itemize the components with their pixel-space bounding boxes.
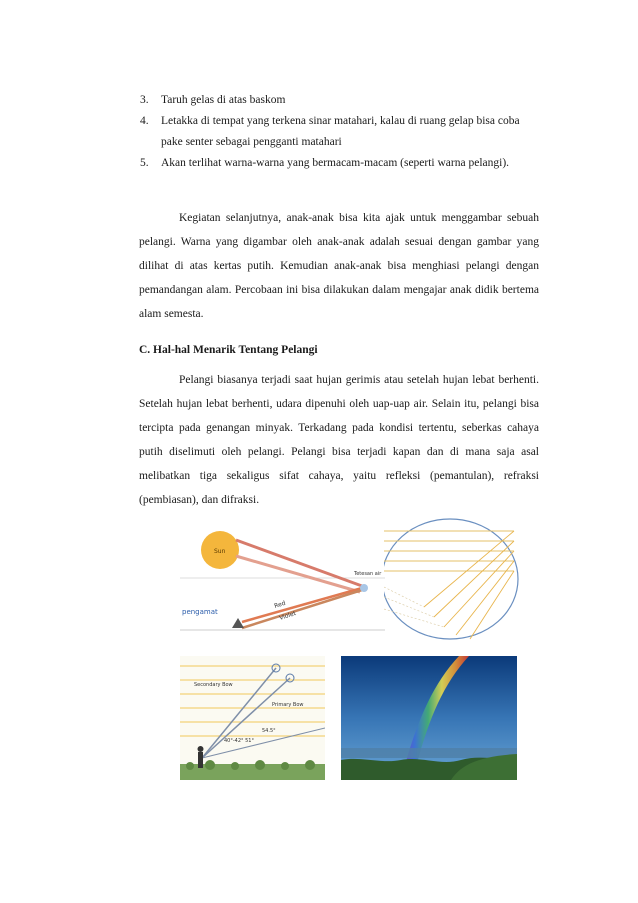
refraction-diagram <box>180 528 385 650</box>
droplet-label: Tetesan air <box>354 571 382 577</box>
rainbow-photo <box>341 656 517 780</box>
list-number: 5. <box>140 157 149 169</box>
instruction-list <box>140 90 540 174</box>
list-text: Taruh gelas di atas baskom <box>161 94 286 106</box>
red-label: Red <box>273 599 287 610</box>
droplet-icon <box>360 584 368 592</box>
list-item <box>140 111 540 153</box>
bow-angle-diagram <box>180 656 325 780</box>
list-text: Letakka di tempat yang terkena sinar matahari, kalau di ruang gelap bisa coba pake senter sebagai pengganti matahari <box>161 115 520 148</box>
violet-label: Violet <box>278 609 297 622</box>
droplet-reflection-diagram <box>384 517 524 643</box>
observer-icon <box>232 618 244 628</box>
list-item <box>140 153 540 174</box>
angle-label-primary: 40°-42° 51° <box>224 738 254 744</box>
list-text: Akan terlihat warna-warna yang bermacam-macam (seperti warna pelangi). <box>161 157 510 169</box>
sun-label: Sun <box>214 548 226 555</box>
secondary-bow-label: Secondary Bow <box>194 682 233 688</box>
list-number: 4. <box>140 115 149 127</box>
observer-label: pengamat <box>182 608 218 616</box>
angle-label-secondary: 54.5° <box>262 728 276 734</box>
list-number: 3. <box>140 94 149 106</box>
section-heading: C. Hal-hal Menarik Tentang Pelangi <box>139 344 318 356</box>
paragraph-activity: Kegiatan selanjutnya, anak-anak bisa kita ajak untuk menggambar sebuah pelangi. Warna yang digambar oleh anak-anak adalah sesuai dengan gambar yang dilihat di atas kertas putih. Kemudian anak-anak bisa menghiasi pelangi dengan pemandangan alam. Percobaan ini bisa dilakukan dalam mengajar anak didik bertema alam semesta. <box>139 212 539 320</box>
list-item <box>140 90 540 111</box>
primary-bow-label: Primary Bow <box>272 702 304 708</box>
observer-icon <box>198 752 203 768</box>
paragraph-rainbow: Pelangi biasanya terjadi saat hujan gerimis atau setelah hujan lebat berhenti. Setelah hujan lebat berhenti, udara dipenuhi oleh uap-uap air. Selain itu, pelangi bisa tercipta pada genangan minyak. Terkadang pada kondisi tertentu, seberkas cahaya putih diselimuti oleh pelangi. Pelangi bisa terjadi kapan dan di mana saja asal melibatkan tiga sekaligus sifat cahaya, yaitu refleksi (pemantulan), refraksi (pembiasan), dan difraksi. <box>139 374 539 506</box>
